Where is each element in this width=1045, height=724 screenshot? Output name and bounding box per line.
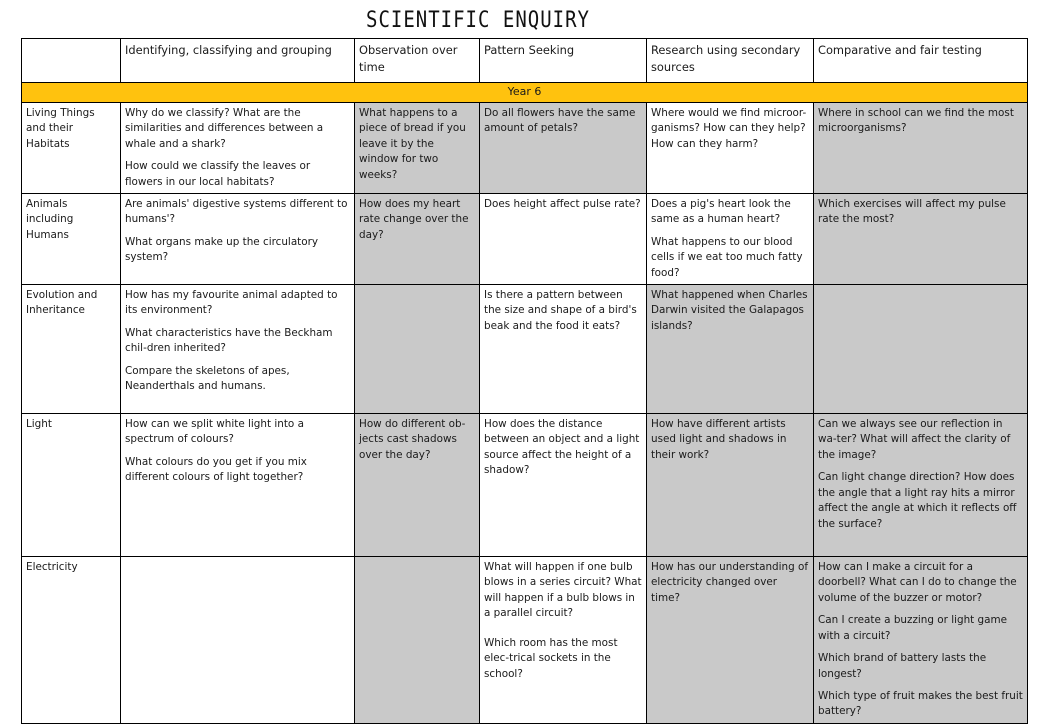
enquiry-table bbox=[21, 38, 1028, 724]
question: Why do we classify? What are the similarities and differences between a whale and a shark? bbox=[125, 107, 324, 150]
column-header: Pattern Seeking bbox=[480, 39, 647, 83]
table-cell bbox=[814, 414, 1028, 557]
question: Where would we find microor-ganisms? How can they help? How can they harm? bbox=[651, 107, 807, 150]
table-row bbox=[22, 103, 1028, 194]
table-cell bbox=[355, 414, 480, 557]
question: What happens to our blood cells if we eat too much fatty food? bbox=[651, 235, 803, 279]
question: What characteristics have the Beckham chil-dren inherited? bbox=[125, 326, 333, 355]
question: What happens to a piece of bread if you leave it by the window for two weeks? bbox=[359, 107, 466, 181]
table-cell bbox=[121, 103, 355, 194]
question: What organs make up the circulatory system? bbox=[125, 235, 319, 264]
header-row bbox=[22, 39, 1028, 83]
year-row bbox=[22, 83, 1028, 103]
table-cell bbox=[647, 557, 814, 724]
page-title: SCIENTIFIC ENQUIRY bbox=[366, 7, 590, 33]
table-row bbox=[22, 285, 1028, 414]
column-header bbox=[22, 39, 121, 83]
question: Which type of fruit makes the best fruit battery? bbox=[818, 689, 1023, 718]
question: Compare the skeletons of apes, Neanderthals and humans. bbox=[125, 364, 290, 393]
table-cell bbox=[121, 414, 355, 557]
table-cell bbox=[121, 194, 355, 285]
question: How could we classify the leaves or flowers in our local habitats? bbox=[125, 160, 311, 188]
question: How can I make a circuit for a doorbell? What can I do to change the volume of the buzzer or motor? bbox=[818, 561, 1017, 604]
question: Which exercises will affect my pulse rate the most? bbox=[818, 198, 1006, 226]
table-cell bbox=[814, 557, 1028, 724]
row-label: Electricity bbox=[22, 557, 121, 724]
question: What colours do you get if you mix different colours of light together? bbox=[125, 455, 307, 484]
question: Do all flowers have the same amount of petals? bbox=[484, 107, 636, 135]
question: Is there a pattern between the size and shape of a bird's beak and the food it eats? bbox=[484, 289, 637, 332]
table-cell bbox=[814, 194, 1028, 285]
question: What will happen if one bulb blows in a series circuit? What will happen if a bulb blows in a parallel circuit? bbox=[484, 561, 642, 620]
table-cell bbox=[480, 557, 647, 724]
question: How can we split white light into a spectrum of colours? bbox=[125, 418, 304, 446]
empty-cell bbox=[355, 557, 480, 724]
question: Does a pig's heart look the same as a human heart? bbox=[651, 198, 791, 226]
question: Are animals' digestive systems different to humans'? bbox=[125, 198, 348, 226]
empty-cell bbox=[355, 285, 480, 414]
column-header: Observation over time bbox=[355, 39, 480, 83]
question: How has our understanding of electricity changed over time? bbox=[651, 561, 809, 604]
question: How has my favourite animal adapted to its environment? bbox=[125, 289, 338, 317]
table-cell bbox=[814, 103, 1028, 194]
year-band: Year 6 bbox=[22, 83, 1028, 103]
table-row bbox=[22, 557, 1028, 724]
empty-cell bbox=[814, 285, 1028, 414]
empty-cell bbox=[121, 557, 355, 724]
question: Where in school can we find the most microorganisms? bbox=[818, 107, 1014, 135]
question: How do different ob-jects cast shadows over the day? bbox=[359, 418, 466, 461]
question: How does the distance between an object and a light source affect the height of a shadow? bbox=[484, 418, 640, 477]
table-cell bbox=[480, 414, 647, 557]
table-cell bbox=[121, 285, 355, 414]
question: How have different artists used light and shadows in their work? bbox=[651, 418, 787, 461]
question: How does my heart rate change over the day? bbox=[359, 198, 469, 241]
table-cell bbox=[355, 103, 480, 194]
table-cell bbox=[480, 285, 647, 414]
column-header: Identifying, classifying and grouping bbox=[121, 39, 355, 83]
column-header: Research using secondary sources bbox=[647, 39, 814, 83]
row-label: Evolution and Inheritance bbox=[22, 285, 121, 414]
question: What happened when Charles Darwin visited the Galapagos islands? bbox=[651, 289, 808, 332]
question: Can light change direction? How does the angle that a light ray hits a mirror affect the angle at which it reflects off the surface? bbox=[818, 471, 1017, 530]
table-cell bbox=[480, 194, 647, 285]
table-cell bbox=[647, 414, 814, 557]
table-cell bbox=[355, 194, 480, 285]
table-cell bbox=[647, 285, 814, 414]
row-label: Animals including Humans bbox=[22, 194, 121, 285]
table-cell bbox=[647, 103, 814, 194]
row-label: Light bbox=[22, 414, 121, 557]
column-header: Comparative and fair testing bbox=[814, 39, 1028, 83]
question: Can we always see our reflection in wa-ter? What will affect the clarity of the image? bbox=[818, 418, 1011, 461]
question: Which brand of battery lasts the longest? bbox=[818, 652, 987, 680]
row-label: Living Things and their Habitats bbox=[22, 103, 121, 194]
question: Does height affect pulse rate? bbox=[484, 198, 641, 211]
table-cell bbox=[480, 103, 647, 194]
question: Can I create a buzzing or light game with a circuit? bbox=[818, 614, 1008, 642]
table-cell bbox=[647, 194, 814, 285]
question: Which room has the most elec-trical sockets in the school? bbox=[484, 636, 618, 680]
table-row bbox=[22, 414, 1028, 557]
table-row bbox=[22, 194, 1028, 285]
